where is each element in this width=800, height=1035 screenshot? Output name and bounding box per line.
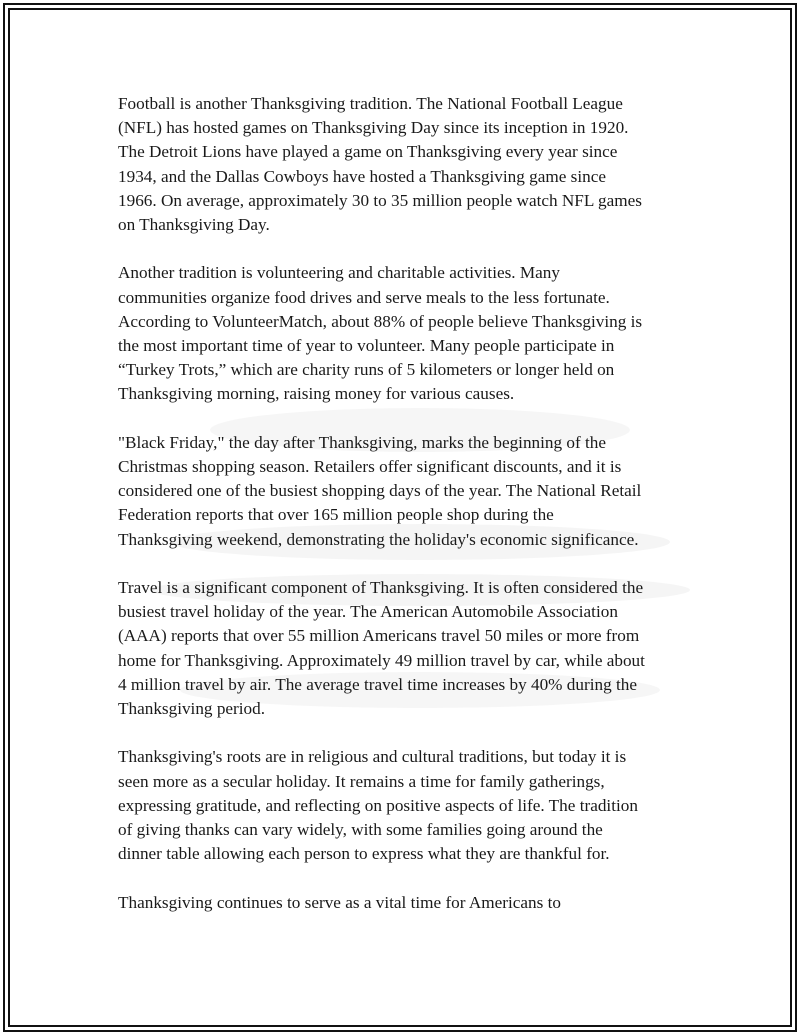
paragraph-football: Football is another Thanksgiving tradition. The National Football League (NFL) has hosted games on Thanksgiving Day since its inception in 1920. The Detroit Lions have played a game on Thanksgiving every year since 1934, and the Dallas Cowboys have hosted a Thanksgiving game since 1966. On average, approximately 30 to 35 million people watch NFL games on Thanksgiving Day. bbox=[118, 94, 642, 235]
paragraph-roots: Thanksgiving's roots are in religious and cultural traditions, but today it is seen more as a secular holiday. It remains a time for family gatherings, expressing gratitude, and reflecting on positive aspects of life. The tradition of giving thanks can vary widely, with some families going around the dinner table allowing each person to express what they are thankful for. bbox=[118, 747, 638, 864]
paragraph-travel: Travel is a significant component of Thanksgiving. It is often considered the busiest travel holiday of the year. The American Automobile Association (AAA) reports that over 55 million Americans travel 50 miles or more from home for Thanksgiving. Approximately 49 million travel by car, while about 4 million travel by air. The average travel time increases by 40% during the Thanksgiving period. bbox=[118, 578, 645, 719]
document-body bbox=[118, 92, 692, 939]
paragraph-conclusion: Thanksgiving continues to serve as a vital time for Americans to bbox=[118, 892, 561, 912]
paragraph-black-friday: "Black Friday," the day after Thanksgiving, marks the beginning of the Christmas shopping season. Retailers offer significant discounts, and it is considered one of the busiest shopping days of the year. The National Retail Federation reports that over 165 million people shop during the Thanksgiving weekend, demonstrating the holiday's economic significance. bbox=[118, 432, 642, 549]
paragraph-volunteering: Another tradition is volunteering and charitable activities. Many communities organize food drives and serve meals to the less fortunate. According to VolunteerMatch, about 88% of people believe Thanksgiving is the most important time of year to volunteer. Many people participate in “Turkey Trots,” which are charity runs of 5 kilometers or longer held on Thanksgiving morning, raising money for various causes. bbox=[118, 263, 643, 404]
